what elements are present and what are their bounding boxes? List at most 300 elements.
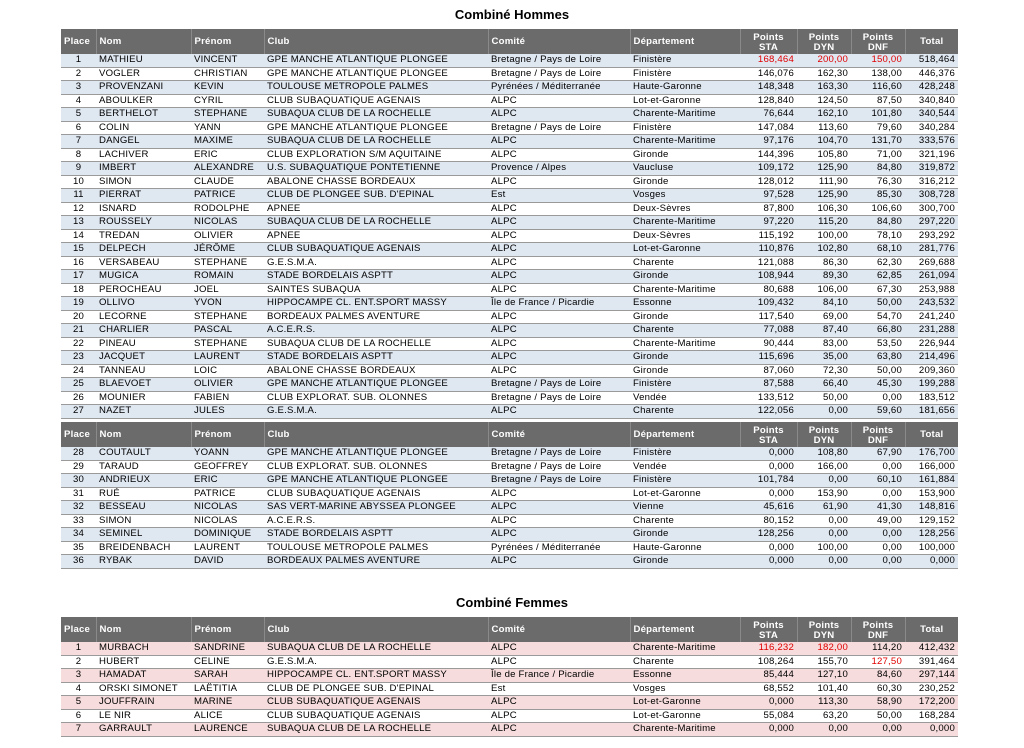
header-dyn bbox=[797, 422, 851, 447]
cell-total: 129,152 bbox=[905, 514, 958, 528]
cell-departement: Essonne bbox=[630, 297, 740, 311]
cell-sta: 0,000 bbox=[740, 723, 797, 737]
header-departement: Département bbox=[630, 422, 740, 447]
header-comite: Comité bbox=[488, 29, 630, 54]
cell-comite: Est bbox=[488, 682, 630, 696]
cell-comite: ALPC bbox=[488, 501, 630, 515]
cell-club: SAINTES SUBAQUA bbox=[264, 283, 488, 297]
cell-sta: 168,464 bbox=[740, 54, 797, 67]
header-departement: Département bbox=[630, 617, 740, 642]
cell-dyn: 106,30 bbox=[797, 202, 851, 216]
cell-total: 319,872 bbox=[905, 162, 958, 176]
cell-dyn: 86,30 bbox=[797, 256, 851, 270]
cell-place: 33 bbox=[61, 514, 96, 528]
women-results-table bbox=[61, 617, 958, 737]
cell-place: 5 bbox=[61, 108, 96, 122]
cell-dyn: 125,90 bbox=[797, 162, 851, 176]
cell-sta: 115,696 bbox=[740, 351, 797, 365]
cell-total: 281,776 bbox=[905, 243, 958, 257]
cell-nom: MURBACH bbox=[96, 642, 191, 655]
cell-place: 30 bbox=[61, 474, 96, 488]
cell-total: 100,000 bbox=[905, 541, 958, 555]
cell-departement: Haute-Garonne bbox=[630, 541, 740, 555]
cell-place: 12 bbox=[61, 202, 96, 216]
cell-club: CLUB SUBAQUATIQUE AGENAIS bbox=[264, 94, 488, 108]
cell-dnf: 150,00 bbox=[851, 54, 905, 67]
cell-dyn: 83,00 bbox=[797, 337, 851, 351]
cell-departement: Gironde bbox=[630, 310, 740, 324]
cell-departement: Vendée bbox=[630, 391, 740, 405]
cell-total: 428,248 bbox=[905, 81, 958, 95]
cell-comite: ALPC bbox=[488, 364, 630, 378]
cell-dyn: 66,40 bbox=[797, 378, 851, 392]
cell-place: 20 bbox=[61, 310, 96, 324]
cell-total: 297,144 bbox=[905, 669, 958, 683]
cell-departement: Lot-et-Garonne bbox=[630, 487, 740, 501]
table-row bbox=[61, 642, 958, 655]
cell-place: 13 bbox=[61, 216, 96, 230]
cell-dyn: 162,30 bbox=[797, 67, 851, 81]
cell-sta: 109,172 bbox=[740, 162, 797, 176]
cell-comite: ALPC bbox=[488, 324, 630, 338]
cell-departement: Haute-Garonne bbox=[630, 81, 740, 95]
cell-prenom: CELINE bbox=[191, 655, 264, 669]
cell-club: APNEE bbox=[264, 229, 488, 243]
table-row bbox=[61, 256, 958, 270]
cell-dyn: 115,20 bbox=[797, 216, 851, 230]
cell-dnf: 68,10 bbox=[851, 243, 905, 257]
cell-nom: MUGICA bbox=[96, 270, 191, 284]
cell-dnf: 114,20 bbox=[851, 642, 905, 655]
cell-comite: ALPC bbox=[488, 528, 630, 542]
cell-dnf: 84,60 bbox=[851, 669, 905, 683]
cell-dyn: 72,30 bbox=[797, 364, 851, 378]
header-sta bbox=[740, 617, 797, 642]
cell-prenom: NICOLAS bbox=[191, 514, 264, 528]
cell-prenom: LOIC bbox=[191, 364, 264, 378]
cell-comite: ALPC bbox=[488, 256, 630, 270]
cell-place: 28 bbox=[61, 447, 96, 460]
table-row bbox=[61, 270, 958, 284]
cell-total: 297,220 bbox=[905, 216, 958, 230]
cell-sta: 80,688 bbox=[740, 283, 797, 297]
cell-total: 0,000 bbox=[905, 723, 958, 737]
cell-nom: CHARLIER bbox=[96, 324, 191, 338]
cell-prenom: YVON bbox=[191, 297, 264, 311]
cell-total: 316,212 bbox=[905, 175, 958, 189]
cell-prenom: STEPHANE bbox=[191, 256, 264, 270]
cell-sta: 80,152 bbox=[740, 514, 797, 528]
cell-nom: LE NIR bbox=[96, 709, 191, 723]
cell-sta: 87,060 bbox=[740, 364, 797, 378]
cell-place: 26 bbox=[61, 391, 96, 405]
header-sta-line: STA bbox=[758, 435, 779, 446]
cell-dnf: 54,70 bbox=[851, 310, 905, 324]
header-dyn bbox=[797, 29, 851, 54]
cell-comite: ALPC bbox=[488, 487, 630, 501]
cell-club: G.E.S.M.A. bbox=[264, 256, 488, 270]
cell-place: 21 bbox=[61, 324, 96, 338]
table-row bbox=[61, 337, 958, 351]
cell-departement: Finistère bbox=[630, 54, 740, 67]
cell-prenom: LAURENCE bbox=[191, 723, 264, 737]
cell-total: 333,576 bbox=[905, 135, 958, 149]
cell-place: 35 bbox=[61, 541, 96, 555]
cell-dyn: 87,40 bbox=[797, 324, 851, 338]
table-row bbox=[61, 474, 958, 488]
cell-total: 241,240 bbox=[905, 310, 958, 324]
cell-nom: PINEAU bbox=[96, 337, 191, 351]
cell-total: 226,944 bbox=[905, 337, 958, 351]
table-row bbox=[61, 229, 958, 243]
table-row bbox=[61, 682, 958, 696]
cell-prenom: JOEL bbox=[191, 283, 264, 297]
table-row bbox=[61, 324, 958, 338]
cell-comite: Bretagne / Pays de Loire bbox=[488, 67, 630, 81]
cell-departement: Lot-et-Garonne bbox=[630, 709, 740, 723]
header-dyn-line: DYN bbox=[813, 42, 835, 53]
cell-departement: Finistère bbox=[630, 447, 740, 460]
cell-total: 412,432 bbox=[905, 642, 958, 655]
header-departement: Département bbox=[630, 29, 740, 54]
table-row bbox=[61, 175, 958, 189]
cell-dnf: 50,00 bbox=[851, 297, 905, 311]
header-sta-line: Points bbox=[753, 425, 784, 436]
cell-sta: 0,000 bbox=[740, 541, 797, 555]
cell-departement: Charente-Maritime bbox=[630, 283, 740, 297]
table-row bbox=[61, 135, 958, 149]
cell-dnf: 0,00 bbox=[851, 528, 905, 542]
cell-departement: Deux-Sèvres bbox=[630, 202, 740, 216]
cell-nom: ANDRIEUX bbox=[96, 474, 191, 488]
cell-total: 172,200 bbox=[905, 696, 958, 710]
cell-nom: OLLIVO bbox=[96, 297, 191, 311]
cell-nom: JACQUET bbox=[96, 351, 191, 365]
cell-total: 321,196 bbox=[905, 148, 958, 162]
cell-sta: 121,088 bbox=[740, 256, 797, 270]
cell-dyn: 166,00 bbox=[797, 460, 851, 474]
cell-place: 17 bbox=[61, 270, 96, 284]
cell-sta: 117,540 bbox=[740, 310, 797, 324]
cell-departement: Gironde bbox=[630, 364, 740, 378]
cell-club: U.S. SUBAQUATIQUE PONTETIENNE bbox=[264, 162, 488, 176]
cell-dnf: 41,30 bbox=[851, 501, 905, 515]
cell-prenom: PASCAL bbox=[191, 324, 264, 338]
cell-club: CLUB SUBAQUATIQUE AGENAIS bbox=[264, 696, 488, 710]
cell-club: SUBAQUA CLUB DE LA ROCHELLE bbox=[264, 108, 488, 122]
cell-departement: Finistère bbox=[630, 378, 740, 392]
table-row bbox=[61, 460, 958, 474]
header-prenom: Prénom bbox=[191, 29, 264, 54]
cell-sta: 0,000 bbox=[740, 696, 797, 710]
cell-dyn: 0,00 bbox=[797, 405, 851, 419]
cell-nom: RUÉ bbox=[96, 487, 191, 501]
cell-prenom: SANDRINE bbox=[191, 642, 264, 655]
men-table-2-header bbox=[61, 422, 958, 447]
cell-departement: Gironde bbox=[630, 351, 740, 365]
cell-nom: PROVENZANI bbox=[96, 81, 191, 95]
cell-departement: Gironde bbox=[630, 148, 740, 162]
header-sta bbox=[740, 29, 797, 54]
cell-club: SUBAQUA CLUB DE LA ROCHELLE bbox=[264, 337, 488, 351]
header-prenom: Prénom bbox=[191, 422, 264, 447]
table-row bbox=[61, 162, 958, 176]
cell-departement: Lot-et-Garonne bbox=[630, 94, 740, 108]
header-dyn-line: Points bbox=[808, 425, 840, 436]
cell-dyn: 0,00 bbox=[797, 723, 851, 737]
table-row bbox=[61, 297, 958, 311]
cell-dnf: 76,30 bbox=[851, 175, 905, 189]
cell-dyn: 100,00 bbox=[797, 229, 851, 243]
cell-club: CLUB SUBAQUATIQUE AGENAIS bbox=[264, 487, 488, 501]
header-dyn-line: Points bbox=[808, 32, 840, 43]
cell-departement: Charente-Maritime bbox=[630, 108, 740, 122]
cell-place: 32 bbox=[61, 501, 96, 515]
cell-dnf: 53,50 bbox=[851, 337, 905, 351]
cell-prenom: YOANN bbox=[191, 447, 264, 460]
cell-club: CLUB EXPLORATION S/M AQUITAINE bbox=[264, 148, 488, 162]
cell-comite: ALPC bbox=[488, 642, 630, 655]
cell-dnf: 50,00 bbox=[851, 364, 905, 378]
cell-prenom: STEPHANE bbox=[191, 337, 264, 351]
cell-dyn: 102,80 bbox=[797, 243, 851, 257]
cell-prenom: NICOLAS bbox=[191, 501, 264, 515]
cell-dyn: 124,50 bbox=[797, 94, 851, 108]
cell-departement: Charente bbox=[630, 655, 740, 669]
cell-dyn: 0,00 bbox=[797, 528, 851, 542]
cell-total: 261,094 bbox=[905, 270, 958, 284]
header-dnf-line: Points bbox=[862, 32, 894, 43]
cell-nom: VOGLER bbox=[96, 67, 191, 81]
table-row bbox=[61, 391, 958, 405]
cell-comite: ALPC bbox=[488, 216, 630, 230]
cell-prenom: ERIC bbox=[191, 474, 264, 488]
cell-dyn: 35,00 bbox=[797, 351, 851, 365]
header-dnf-line: DNF bbox=[867, 435, 889, 446]
cell-place: 3 bbox=[61, 81, 96, 95]
cell-place: 1 bbox=[61, 54, 96, 67]
cell-dnf: 59,60 bbox=[851, 405, 905, 419]
cell-prenom: DOMINIQUE bbox=[191, 528, 264, 542]
cell-total: 243,532 bbox=[905, 297, 958, 311]
men-table-2-body bbox=[61, 447, 958, 568]
cell-dyn: 163,30 bbox=[797, 81, 851, 95]
cell-sta: 122,056 bbox=[740, 405, 797, 419]
table-row bbox=[61, 555, 958, 569]
table-row bbox=[61, 723, 958, 737]
cell-club: STADE BORDELAIS ASPTT bbox=[264, 270, 488, 284]
cell-dyn: 153,90 bbox=[797, 487, 851, 501]
cell-place: 6 bbox=[61, 121, 96, 135]
cell-club: G.E.S.M.A. bbox=[264, 405, 488, 419]
cell-total: 183,512 bbox=[905, 391, 958, 405]
table-row bbox=[61, 310, 958, 324]
cell-dnf: 0,00 bbox=[851, 460, 905, 474]
cell-nom: PIERRAT bbox=[96, 189, 191, 203]
cell-nom: ABOULKER bbox=[96, 94, 191, 108]
cell-sta: 128,840 bbox=[740, 94, 797, 108]
cell-total: 168,284 bbox=[905, 709, 958, 723]
cell-club: A.C.E.R.S. bbox=[264, 514, 488, 528]
cell-club: APNEE bbox=[264, 202, 488, 216]
cell-place: 5 bbox=[61, 696, 96, 710]
cell-prenom: YANN bbox=[191, 121, 264, 135]
cell-prenom: PATRICE bbox=[191, 487, 264, 501]
cell-total: 161,884 bbox=[905, 474, 958, 488]
cell-dnf: 0,00 bbox=[851, 487, 905, 501]
cell-club: CLUB EXPLORAT. SUB. OLONNES bbox=[264, 391, 488, 405]
cell-dyn: 111,90 bbox=[797, 175, 851, 189]
cell-sta: 101,784 bbox=[740, 474, 797, 488]
table-row bbox=[61, 216, 958, 230]
cell-departement: Charente-Maritime bbox=[630, 135, 740, 149]
cell-nom: TANNEAU bbox=[96, 364, 191, 378]
cell-nom: TARAUD bbox=[96, 460, 191, 474]
table-row bbox=[61, 67, 958, 81]
header-dnf bbox=[851, 29, 905, 54]
cell-sta: 147,084 bbox=[740, 121, 797, 135]
header-dnf-line: DNF bbox=[867, 42, 889, 53]
men-results-table-2 bbox=[61, 422, 958, 569]
cell-dnf: 131,70 bbox=[851, 135, 905, 149]
cell-prenom: LAËTITIA bbox=[191, 682, 264, 696]
cell-departement: Gironde bbox=[630, 270, 740, 284]
cell-prenom: ALEXANDRE bbox=[191, 162, 264, 176]
cell-nom: ISNARD bbox=[96, 202, 191, 216]
cell-sta: 146,076 bbox=[740, 67, 797, 81]
cell-club: HIPPOCAMPE CL. ENT.SPORT MASSY bbox=[264, 669, 488, 683]
cell-dnf: 66,80 bbox=[851, 324, 905, 338]
cell-prenom: PATRICE bbox=[191, 189, 264, 203]
cell-total: 253,988 bbox=[905, 283, 958, 297]
header-nom: Nom bbox=[96, 422, 191, 447]
cell-club: TOULOUSE METROPOLE PALMES bbox=[264, 541, 488, 555]
cell-comite: ALPC bbox=[488, 283, 630, 297]
cell-nom: TREDAN bbox=[96, 229, 191, 243]
cell-prenom: KEVIN bbox=[191, 81, 264, 95]
cell-dnf: 101,80 bbox=[851, 108, 905, 122]
cell-place: 9 bbox=[61, 162, 96, 176]
cell-dyn: 155,70 bbox=[797, 655, 851, 669]
header-sta-line: Points bbox=[753, 32, 784, 43]
header-dnf-line: Points bbox=[862, 620, 894, 631]
cell-nom: HUBERT bbox=[96, 655, 191, 669]
header-dnf bbox=[851, 617, 905, 642]
table-row bbox=[61, 655, 958, 669]
cell-nom: DELPECH bbox=[96, 243, 191, 257]
cell-dnf: 106,60 bbox=[851, 202, 905, 216]
cell-sta: 87,800 bbox=[740, 202, 797, 216]
cell-dyn: 182,00 bbox=[797, 642, 851, 655]
cell-comite: ALPC bbox=[488, 723, 630, 737]
cell-comite: ALPC bbox=[488, 148, 630, 162]
cell-departement: Essonne bbox=[630, 669, 740, 683]
cell-prenom: MARINE bbox=[191, 696, 264, 710]
cell-place: 11 bbox=[61, 189, 96, 203]
cell-dnf: 84,80 bbox=[851, 216, 905, 230]
cell-comite: ALPC bbox=[488, 135, 630, 149]
cell-total: 0,000 bbox=[905, 555, 958, 569]
cell-prenom: OLIVIER bbox=[191, 229, 264, 243]
cell-club: ABALONE CHASSE BORDEAUX bbox=[264, 364, 488, 378]
cell-dnf: 50,00 bbox=[851, 709, 905, 723]
cell-prenom: ERIC bbox=[191, 148, 264, 162]
cell-sta: 77,088 bbox=[740, 324, 797, 338]
cell-departement: Finistère bbox=[630, 121, 740, 135]
cell-dyn: 50,00 bbox=[797, 391, 851, 405]
header-place: Place bbox=[61, 617, 96, 642]
header-club: Club bbox=[264, 29, 488, 54]
cell-departement: Finistère bbox=[630, 67, 740, 81]
cell-sta: 108,264 bbox=[740, 655, 797, 669]
cell-comite: Bretagne / Pays de Loire bbox=[488, 54, 630, 67]
cell-place: 4 bbox=[61, 682, 96, 696]
header-dyn-line: Points bbox=[808, 620, 840, 631]
cell-dyn: 106,00 bbox=[797, 283, 851, 297]
cell-place: 7 bbox=[61, 135, 96, 149]
cell-departement: Lot-et-Garonne bbox=[630, 243, 740, 257]
cell-sta: 45,616 bbox=[740, 501, 797, 515]
women-table-header bbox=[61, 617, 958, 642]
table-row bbox=[61, 283, 958, 297]
cell-departement: Charente-Maritime bbox=[630, 216, 740, 230]
cell-prenom: STEPHANE bbox=[191, 310, 264, 324]
cell-club: HIPPOCAMPE CL. ENT.SPORT MASSY bbox=[264, 297, 488, 311]
cell-nom: COLIN bbox=[96, 121, 191, 135]
cell-total: 446,376 bbox=[905, 67, 958, 81]
header-comite: Comité bbox=[488, 422, 630, 447]
cell-place: 25 bbox=[61, 378, 96, 392]
cell-place: 3 bbox=[61, 669, 96, 683]
cell-nom: BERTHELOT bbox=[96, 108, 191, 122]
men-table-1-header bbox=[61, 29, 958, 54]
cell-departement: Finistère bbox=[630, 474, 740, 488]
cell-club: BORDEAUX PALMES AVENTURE bbox=[264, 310, 488, 324]
cell-total: 269,688 bbox=[905, 256, 958, 270]
cell-comite: ALPC bbox=[488, 655, 630, 669]
table-row bbox=[61, 378, 958, 392]
cell-nom: COUTAULT bbox=[96, 447, 191, 460]
cell-sta: 133,512 bbox=[740, 391, 797, 405]
cell-dnf: 87,50 bbox=[851, 94, 905, 108]
cell-club: CLUB DE PLONGEE SUB. D'EPINAL bbox=[264, 189, 488, 203]
cell-departement: Gironde bbox=[630, 555, 740, 569]
cell-nom: GARRAULT bbox=[96, 723, 191, 737]
cell-club: STADE BORDELAIS ASPTT bbox=[264, 528, 488, 542]
cell-sta: 68,552 bbox=[740, 682, 797, 696]
cell-nom: SEMINEL bbox=[96, 528, 191, 542]
cell-nom: SIMON bbox=[96, 514, 191, 528]
table-row bbox=[61, 148, 958, 162]
cell-total: 340,544 bbox=[905, 108, 958, 122]
cell-sta: 97,220 bbox=[740, 216, 797, 230]
table-row bbox=[61, 364, 958, 378]
cell-dyn: 127,10 bbox=[797, 669, 851, 683]
cell-dnf: 63,80 bbox=[851, 351, 905, 365]
header-dnf-line: DNF bbox=[867, 630, 889, 641]
cell-comite: Bretagne / Pays de Loire bbox=[488, 460, 630, 474]
cell-dyn: 61,90 bbox=[797, 501, 851, 515]
cell-nom: LACHIVER bbox=[96, 148, 191, 162]
header-place: Place bbox=[61, 29, 96, 54]
cell-total: 128,256 bbox=[905, 528, 958, 542]
cell-dyn: 113,30 bbox=[797, 696, 851, 710]
cell-nom: LECORNE bbox=[96, 310, 191, 324]
header-total: Total bbox=[905, 422, 958, 447]
cell-departement: Charente bbox=[630, 514, 740, 528]
cell-club: ABALONE CHASSE BORDEAUX bbox=[264, 175, 488, 189]
cell-departement: Deux-Sèvres bbox=[630, 229, 740, 243]
